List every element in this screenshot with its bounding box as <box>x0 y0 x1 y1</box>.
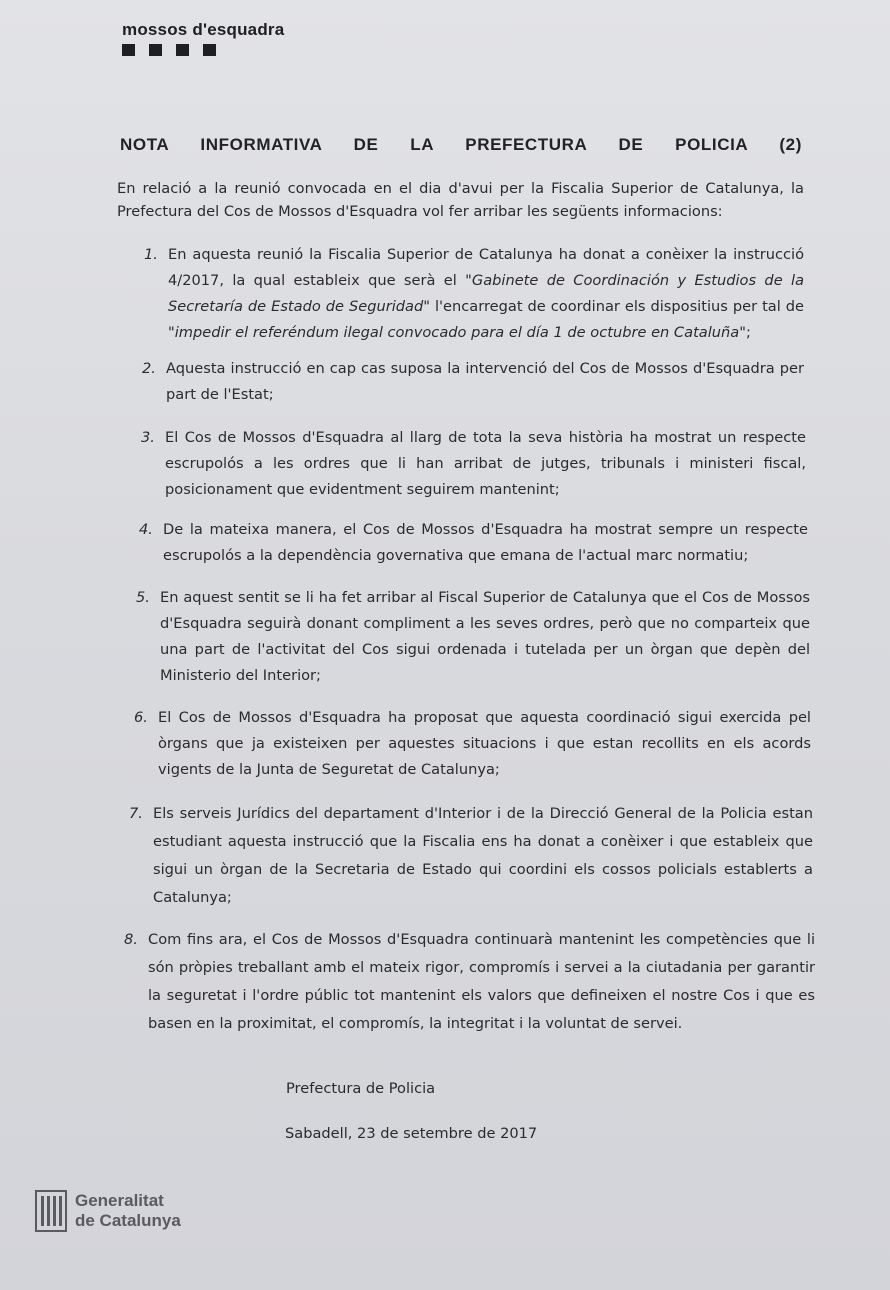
mossos-logo <box>122 20 284 56</box>
generalitat-text <box>75 1191 181 1231</box>
item-text-part: En aquesta reunió la Fiscalia Superior de Catalunya ha donat a conèixer la instrucció 4/2017, la qual estableix que serà el <box>168 246 804 289</box>
signature-office: Prefectura de Policia <box>286 1080 436 1097</box>
item-text: De la mateixa manera, el Cos de Mossos d'Esquadra ha mostrat sempre un respecte escrupolós a la dependència governativa que emana de l'actual marc normatiu; <box>163 521 808 564</box>
list-item-5 <box>136 585 810 689</box>
list-item-6 <box>134 705 811 783</box>
item-number: 4. <box>139 521 153 538</box>
item-quote: "Gabinete de Coordinación y Estudios de la Secretaría de Estado de Seguridad" <box>168 272 805 315</box>
item-number: 5. <box>136 589 150 606</box>
mossos-squares-icon <box>122 44 284 56</box>
intro-paragraph: En relació a la reunió convocada en el dia d'avui per la Fiscalia Superior de Catalunya, la Prefectura del Cos de Mossos d'Esquadra vol fer arribar les següents informacions: <box>117 180 804 220</box>
item-text: El Cos de Mossos d'Esquadra al llarg de tota la seva història ha mostrat un respecte escrupolós a les ordres que li han arribat de jutges, tribunals i ministeri fiscal, posicionament que evidentment seguirem mantenint; <box>165 429 806 498</box>
list-item-2 <box>142 356 804 408</box>
generalitat-line-1: Generalitat <box>75 1191 164 1210</box>
mossos-brand-text: mossos d'esquadra <box>122 20 285 39</box>
generalitat-emblem-icon <box>35 1190 67 1232</box>
list-item-8 <box>124 926 815 1038</box>
list-item-7 <box>129 800 813 912</box>
item-number: 8. <box>124 931 138 948</box>
signature-place-date: Sabadell, 23 de setembre de 2017 <box>285 1125 538 1142</box>
list-item-1 <box>144 242 805 346</box>
item-text: Com fins ara, el Cos de Mossos d'Esquadra continuarà mantenint les competències que li són pròpies treballant amb el mateix rigor, compromís i servei a la ciutadania per garantir la seguretat i l'ordre públic tot mantenint els valors que defineixen el nostre Cos i que es basen en la proximitat, el compromís, la integritat i la voluntat de servei. <box>148 931 815 1032</box>
list-item-4 <box>139 517 808 569</box>
generalitat-logo <box>35 1190 181 1232</box>
item-quote: "impedir el referéndum ilegal convocado para el día 1 de octubre en Cataluña" <box>168 324 746 341</box>
item-text: Els serveis Jurídics del departament d'Interior i de la Direcció General de la Policia estan estudiant aquesta instrucció que la Fiscalia ens ha donat a conèixer i que estableix que sigui un òrgan de la Secretaria de Estado qui coordini els cossos policials establerts a Catalunya; <box>153 805 813 906</box>
item-text-part: l'encarregat de coordinar els dispositius per tal de <box>429 298 805 315</box>
item-number: 2. <box>142 360 156 377</box>
item-number: 1. <box>144 246 158 263</box>
list-item-3 <box>141 425 806 503</box>
item-text: En aquest sentit se li ha fet arribar al Fiscal Superior de Catalunya que el Cos de Mossos d'Esquadra seguirà donant compliment a les seves ordres, però que no comparteix que una part de l'activitat del Cos sigui ordenada i tutelada per un òrgan que depèn del Ministerio del Interior; <box>160 589 810 684</box>
document-title: NOTA INFORMATIVA DE LA PREFECTURA DE POLICIA (2) <box>120 135 802 154</box>
item-number: 6. <box>134 709 148 726</box>
item-text-part: ; <box>745 324 751 341</box>
generalitat-line-2: de Catalunya <box>75 1211 181 1230</box>
item-text: Aquesta instrucció en cap cas suposa la intervenció del Cos de Mossos d'Esquadra per part de l'Estat; <box>166 360 804 403</box>
item-number: 3. <box>141 429 155 446</box>
item-number: 7. <box>129 805 143 822</box>
item-text: El Cos de Mossos d'Esquadra ha proposat que aquesta coordinació sigui exercida pel òrgans que ja existeixen per aquestes situacions i que estan recollits en els acords vigents de la Junta de Seguretat de Catalunya; <box>158 709 811 778</box>
